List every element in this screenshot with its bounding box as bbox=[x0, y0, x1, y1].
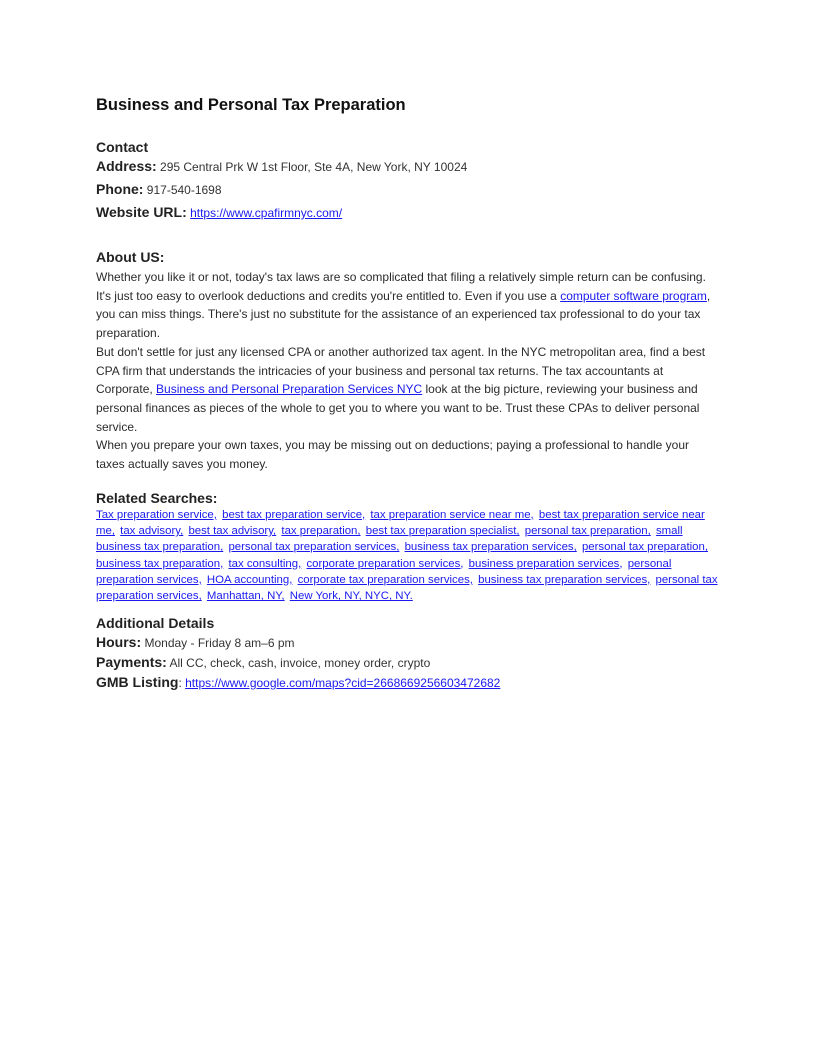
related-search-link[interactable]: best tax preparation service near me, bbox=[96, 508, 705, 538]
gmb-separator: : bbox=[178, 675, 182, 690]
about-heading: About US: bbox=[96, 249, 165, 265]
payments-row bbox=[96, 654, 720, 672]
related-search-link[interactable]: personal tax preparation, bbox=[524, 525, 651, 538]
about-paragraph-2 bbox=[96, 343, 720, 437]
document-body bbox=[96, 96, 720, 697]
related-search-link[interactable]: corporate tax preparation services, bbox=[297, 573, 473, 586]
related-searches-list bbox=[96, 507, 720, 605]
additional-details-heading: Additional Details bbox=[96, 614, 215, 631]
page-title: Business and Personal Tax Preparation bbox=[96, 96, 406, 114]
website-label: Website URL: bbox=[96, 204, 187, 220]
contact-heading: Contact bbox=[96, 139, 149, 155]
phone-value: 917-540-1698 bbox=[146, 183, 222, 197]
website-row bbox=[96, 204, 720, 222]
related-search-link[interactable]: business tax preparation services, bbox=[404, 541, 577, 554]
related-search-link[interactable]: tax preparation, bbox=[281, 525, 361, 538]
related-search-link[interactable]: personal tax preparation services, bbox=[228, 541, 400, 554]
address-label: Address: bbox=[96, 158, 157, 174]
related-search-link[interactable]: tax preparation service near me, bbox=[370, 508, 534, 521]
address-row bbox=[96, 158, 720, 176]
contact-section bbox=[96, 139, 720, 222]
additional-details-section bbox=[96, 615, 720, 692]
hours-label: Hours: bbox=[96, 633, 142, 650]
related-search-link[interactable]: HOA accounting, bbox=[206, 573, 293, 586]
computer-software-program-link[interactable]: computer software program bbox=[560, 288, 707, 303]
related-search-link[interactable]: best tax preparation specialist, bbox=[365, 525, 520, 538]
about-p2-text-after: look at the big picture, reviewing your business and personal finances as pieces of the whole to get you to where you want to be. Trust these CPAs to deliver personal service. bbox=[96, 382, 700, 434]
payments-value: All CC, check, cash, invoice, money order, crypto bbox=[169, 655, 431, 670]
related-search-link[interactable]: business tax preparation services, bbox=[478, 573, 651, 586]
about-section bbox=[96, 249, 720, 474]
related-search-link[interactable]: tax consulting, bbox=[228, 557, 302, 570]
about-p1-text-before: Whether you like it or not, today's tax laws are so complicated that filing a relatively simple return can be confusing. It's just too easy to overlook deductions and credits you're entitled to. Even if you use a bbox=[96, 270, 706, 303]
gmb-row bbox=[96, 674, 720, 692]
related-search-link[interactable]: corporate preparation services, bbox=[306, 557, 464, 570]
gmb-listing-link[interactable]: https://www.google.com/maps?cid=2668669256603472682 bbox=[185, 675, 501, 690]
related-search-link[interactable]: best tax advisory, bbox=[188, 525, 277, 538]
about-p2-text-before: But don't settle for just any licensed CPA or another authorized tax agent. In the NYC metropolitan area, find a best CPA firm that understands the intricacies of your business and personal tax returns. The tax accountants at Corporate, bbox=[96, 344, 706, 397]
address-value: 295 Central Prk W 1st Floor, Ste 4A, New York, NY 10024 bbox=[160, 160, 468, 174]
related-search-link[interactable]: business tax preparation, bbox=[96, 557, 224, 570]
about-p1-text-after: , you can miss things. There's just no substitute for the assistance of an experienced tax professional to do your tax preparation. bbox=[96, 288, 711, 341]
related-search-link[interactable]: best tax preparation service, bbox=[222, 508, 366, 521]
gmb-label: GMB Listing bbox=[96, 673, 179, 690]
related-search-link[interactable]: personal tax preparation, bbox=[581, 541, 708, 554]
phone-row bbox=[96, 181, 720, 199]
website-link[interactable]: https://www.cpafirmnyc.com/ bbox=[190, 206, 343, 220]
hours-value: Monday - Friday 8 am–6 pm bbox=[144, 635, 295, 650]
related-searches-section bbox=[96, 490, 720, 605]
preparation-services-nyc-link[interactable]: Business and Personal Preparation Services NYC bbox=[156, 382, 423, 397]
related-search-link[interactable]: personal preparation services, bbox=[96, 557, 672, 586]
phone-label: Phone: bbox=[96, 181, 144, 197]
about-paragraph-3: When you prepare your own taxes, you may be missing out on deductions; paying a professional to handle your taxes actually saves you money. bbox=[96, 438, 690, 472]
related-searches-heading: Related Searches: bbox=[96, 489, 218, 506]
related-search-link[interactable]: personal tax preparation services, bbox=[96, 573, 718, 603]
related-search-link[interactable]: small business tax preparation, bbox=[96, 525, 683, 554]
hours-row bbox=[96, 634, 720, 652]
related-search-link[interactable]: Manhattan, NY, bbox=[206, 590, 285, 603]
related-search-link[interactable]: Tax preparation service, bbox=[96, 508, 217, 521]
related-search-link[interactable]: tax advisory, bbox=[120, 525, 184, 538]
payments-label: Payments: bbox=[96, 653, 167, 670]
related-search-link[interactable]: New York, NY, NYC, NY. bbox=[289, 590, 413, 603]
related-search-link[interactable]: business preparation services, bbox=[468, 557, 623, 570]
about-paragraph-1 bbox=[96, 268, 720, 343]
